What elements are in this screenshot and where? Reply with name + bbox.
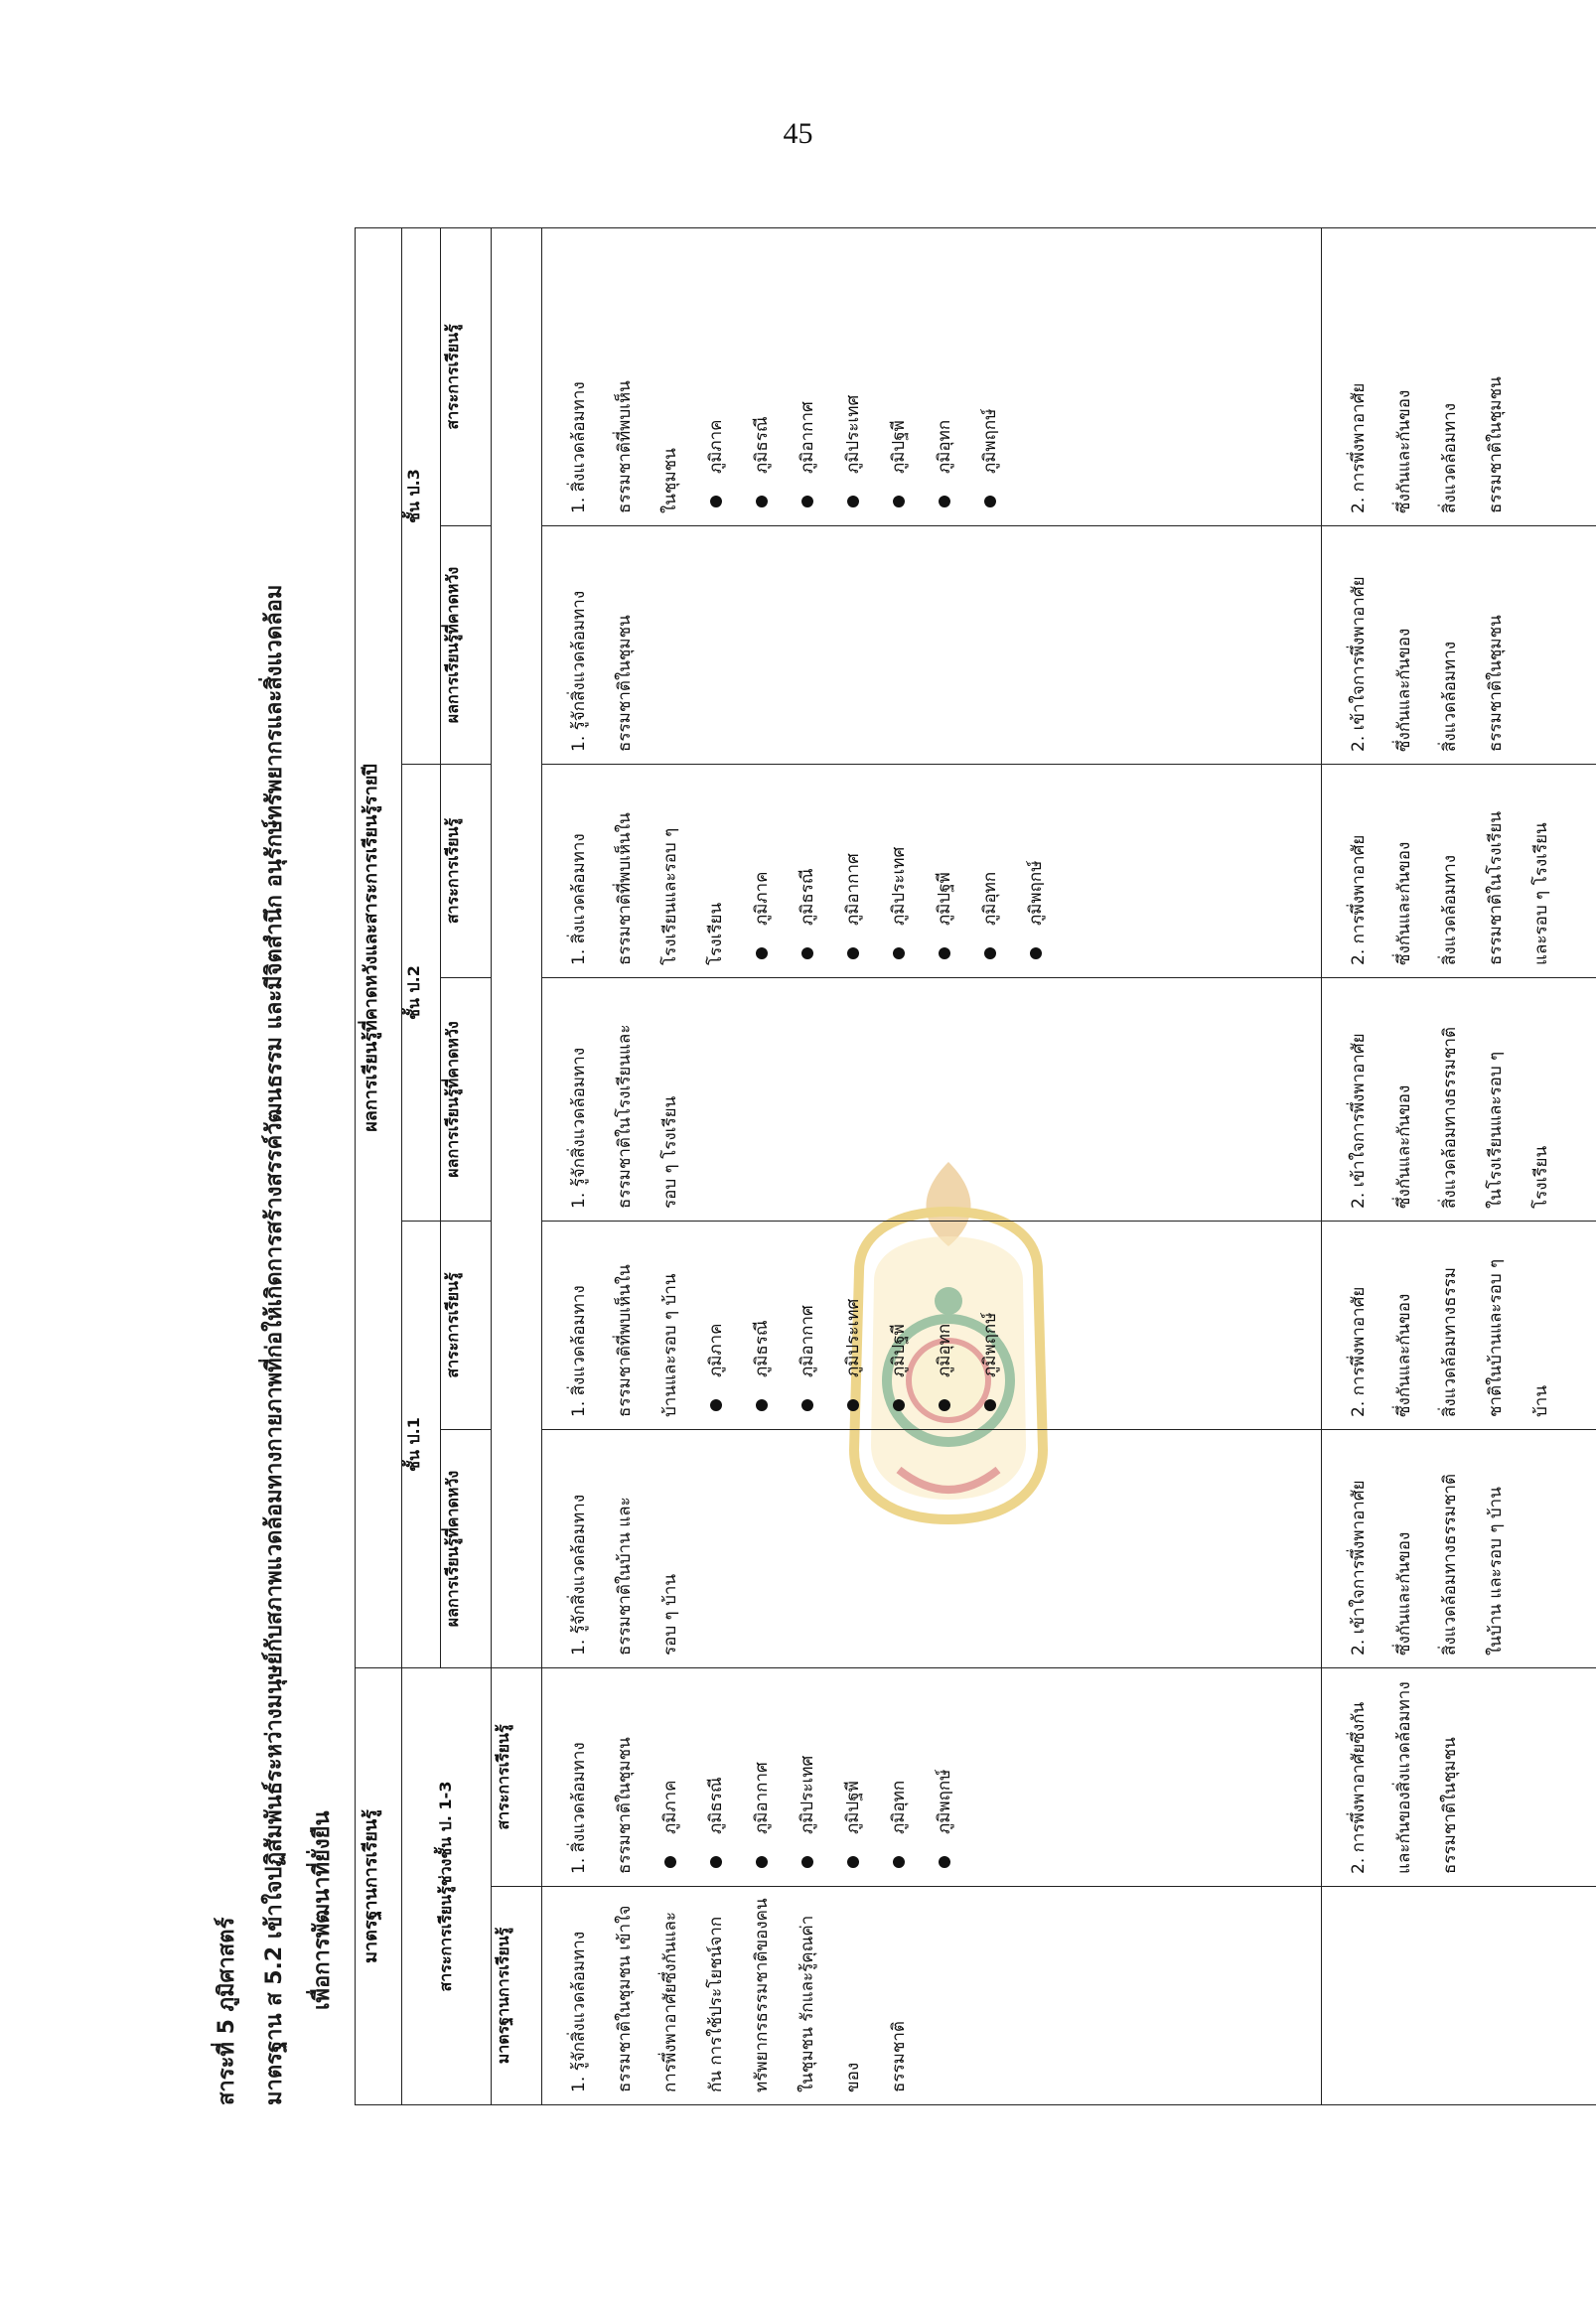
col-header-content: สาระการเรียนรู้ [492,1668,542,1887]
bullet-icon [756,1399,768,1411]
list-item: ภูมิอากาศ [785,238,830,513]
list-item: ภูมิอากาศ [739,1678,785,1874]
list-item: ภูมิภาค [693,238,739,513]
bullet-icon [801,1856,813,1868]
row2-p1-expected-text: 2. เข้าใจการพึ่งพาอาศัย ซึ่งกันและกันของ สิ่งแวดล้อมทางธรรมชาติ ในบ้าน และรอบ ๆ บ้าน [1349,1473,1506,1655]
col-header-spacer [492,227,542,1667]
bullet-icon [847,1399,859,1411]
bullet-icon [801,496,813,507]
bullet-icon [710,496,722,507]
row1-p3-expected-text: 1. รู้จักสิ่งแวดล้อมทาง ธรรมชาติในชุมชน [569,590,635,752]
list-item: ภูมิอากาศ [830,775,876,965]
bullet-icon [939,1399,950,1411]
rotated-page-content [204,209,1551,2130]
row1-p1-expected-cell [542,1430,1322,1668]
row2-content-cell [1322,1668,1596,1887]
sub-header-content-range: สาระการเรียนรู้ช่วงชั้น ป. 1-3 [402,1668,492,2105]
list-item: ภูมิปฐพี [876,1231,922,1417]
list-item: ภูมิพฤกษ์ [967,1231,1013,1417]
list-item: ภูมิธรณี [739,238,785,513]
col-header-expected-p1: ผลการเรียนรู้ที่คาดหวัง [441,1430,492,1668]
bullet-icon [939,947,950,959]
bullet-icon [984,1399,996,1411]
row1-p2-content-text: 1. สิ่งแวดล้อมทาง ธรรมชาติที่พบเห็นใน โรงเรียนและรอบ ๆ โรงเรียน [569,812,726,965]
row1-p3-bullets [693,238,1013,513]
row1-p2-expected-text: 1. รู้จักสิ่งแวดล้อมทาง ธรรมชาติในโรงเรียนและ รอบ ๆ โรงเรียน [569,1024,680,1209]
bullet-icon [847,947,859,959]
row1-content-text: 1. สิ่งแวดล้อมทาง ธรรมชาติในชุมชน [569,1737,635,1874]
row2-standard-cell [1322,1887,1596,2105]
table-group-header-row [356,227,402,2104]
bullet-icon [710,1399,722,1411]
bullet-icon [939,496,950,507]
list-item: ภูมิประเทศ [830,238,876,513]
row2-p1-content-text: 2. การพึ่งพาอาศัย ซึ่งกันและกันของ สิ่งแวดล้อมทางธรรม ชาติในบ้านและรอบ ๆ บ้าน [1349,1258,1551,1417]
grade-header-p2: ชั้น ป.2 [402,765,441,1222]
bullet-icon [847,1856,859,1868]
bullet-icon [756,947,768,959]
row2-p3-expected-text: 2. เข้าใจการพึ่งพาอาศัย ซึ่งกันและกันของ สิ่งแวดล้อมทาง ธรรมชาติในชุมชน [1349,576,1506,752]
row2-p3-content-text: 2. การพึ่งพาอาศัย ซึ่งกันและกันของ สิ่งแวดล้อมทาง ธรรมชาติในชุมชน [1349,376,1506,513]
standard-title-continued: เพื่อการพัฒนาที่ยั่งยืน [310,1810,335,2010]
bullet-icon [893,1856,905,1868]
page-number: 45 [783,117,813,150]
list-item: ภูมิภาค [648,1678,693,1874]
row2-p1-content-cell [1322,1222,1596,1430]
row1-standard-text: 1. รู้จักสิ่งแวดล้อมทาง ธรรมชาติในชุมชน เข้าใจ การพึ่งพาอาศัยซึ่งกันและ กัน การใช้ประโยชน์จาก ทรัพยากรธรรมชาติของคน ในชุมชน รักและรู้คุณค่าของ ธรรมชาติ [569,1898,909,2092]
col-header-content-p2: สาระการเรียนรู้ [441,765,492,978]
row1-content-cell [542,1668,1322,1887]
row1-p2-content-cell [542,765,1322,978]
bullet-icon [710,1856,722,1868]
list-item: ภูมิประเทศ [785,1678,830,1874]
strand-title: สาระที่ 5 ภูมิศาสตร์ [215,1917,239,2105]
bullet-icon [939,1856,950,1868]
bullet-icon [801,1399,813,1411]
col-header-content-p3: สาระการเรียนรู้ [441,227,492,525]
list-item: ภูมิปฐพี [876,238,922,513]
row1-p2-bullets [739,775,1059,965]
bullet-icon [984,496,996,507]
row2-content-text: 2. การพึ่งพาอาศัยซึ่งกัน และกันของสิ่งแวดล้อมทาง ธรรมชาติในชุมชน [1349,1681,1460,1874]
standard-title: มาตรฐาน ส 5.2 เข้าใจปฏิสัมพันธ์ระหว่างมนุษย์กับสภาพแวดล้อมทางกายภาพที่ก่อให้เกิดการสร้างสรรค์วัฒนธรรม และมีจิตสำนึก อนุรักษ์ทรัพยากรและสิ่งแวดล้อม [262,584,287,2105]
bullet-icon [756,1856,768,1868]
row2-p3-expected-cell [1322,526,1596,765]
list-item: ภูมิอุทก [876,1678,922,1874]
bullet-icon [893,1399,905,1411]
col-header-content-p1: สาระการเรียนรู้ [441,1222,492,1430]
table-column-header-row-left [492,227,542,2104]
col-header-standard: มาตรฐานการเรียนรู้ [492,1887,542,2105]
list-item: ภูมิปฐพี [922,775,967,965]
list-item: ภูมิอุทก [922,1231,967,1417]
list-item: ภูมิพฤกษ์ [1013,775,1059,965]
list-item: ภูมิธรณี [693,1678,739,1874]
row1-p3-expected-cell [542,526,1322,765]
row2-p2-expected-text: 2. เข้าใจการพึ่งพาอาศัย ซึ่งกันและกันของ สิ่งแวดล้อมทางธรรมชาติ ในโรงเรียนและรอบ ๆ โรงเรียน [1349,1026,1551,1209]
row2-p3-content-cell [1322,227,1596,525]
group-header-expected-results: ผลการเรียนรู้ที่คาดหวังและสาระการเรียนรู้รายปี [356,227,402,1667]
list-item: ภูมิประเทศ [830,1231,876,1417]
row1-p3-content-text: 1. สิ่งแวดล้อมทาง ธรรมชาติที่พบเห็น ในชุมชน [569,380,680,513]
row1-p1-content-text: 1. สิ่งแวดล้อมทาง ธรรมชาติที่พบเห็นใน บ้านและรอบ ๆ บ้าน [569,1264,680,1417]
list-item: ภูมิภาค [693,1231,739,1417]
row2-p2-content-cell [1322,765,1596,978]
table-row [542,227,1322,2104]
list-item: ภูมิอากาศ [785,1231,830,1417]
row2-p2-content-text: 2. การพึ่งพาอาศัย ซึ่งกันและกันของ สิ่งแวดล้อมทาง ธรรมชาติในโรงเรียน และรอบ ๆ โรงเรียน [1349,811,1551,965]
list-item: ภูมิอุทก [922,238,967,513]
bullet-icon [893,947,905,959]
page-heading [204,228,347,2105]
list-item: ภูมิพฤกษ์ [967,238,1013,513]
table-row [1322,227,1596,2104]
list-item: ภูมิธรณี [785,775,830,965]
group-header-standard: มาตรฐานการเรียนรู้ [356,1668,402,2105]
row1-standard-cell [542,1887,1322,2105]
list-item: ภูมิประเทศ [876,775,922,965]
curriculum-table [355,227,1596,2105]
row1-p1-bullets [693,1231,1013,1417]
curriculum-table-wrapper [355,228,1596,2105]
bullet-icon [756,496,768,507]
col-header-expected-p3: ผลการเรียนรู้ที่คาดหวัง [441,526,492,765]
list-item: ภูมิพฤกษ์ [922,1678,967,1874]
bullet-icon [801,947,813,959]
row1-p3-content-cell [542,227,1322,525]
bullet-icon [1030,947,1042,959]
bullet-icon [893,496,905,507]
grade-header-p1: ชั้น ป.1 [402,1222,441,1668]
row1-p1-content-cell [542,1222,1322,1430]
bullet-icon [847,496,859,507]
list-item: ภูมิอุทก [967,775,1013,965]
row2-p2-expected-cell [1322,978,1596,1222]
bullet-icon [984,947,996,959]
table-sub-header-row [402,227,441,2104]
row1-content-bullets [648,1678,967,1874]
list-item: ภูมิภาค [739,775,785,965]
row2-p1-expected-cell [1322,1430,1596,1668]
grade-header-p3: ชั้น ป.3 [402,227,441,764]
row1-p1-expected-text: 1. รู้จักสิ่งแวดล้อมทาง ธรรมชาติในบ้าน และ รอบ ๆ บ้าน [569,1494,680,1655]
list-item: ภูมิธรณี [739,1231,785,1417]
bullet-icon [664,1856,676,1868]
list-item: ภูมิปฐพี [830,1678,876,1874]
col-header-expected-p2: ผลการเรียนรู้ที่คาดหวัง [441,978,492,1222]
row1-p2-expected-cell [542,978,1322,1222]
